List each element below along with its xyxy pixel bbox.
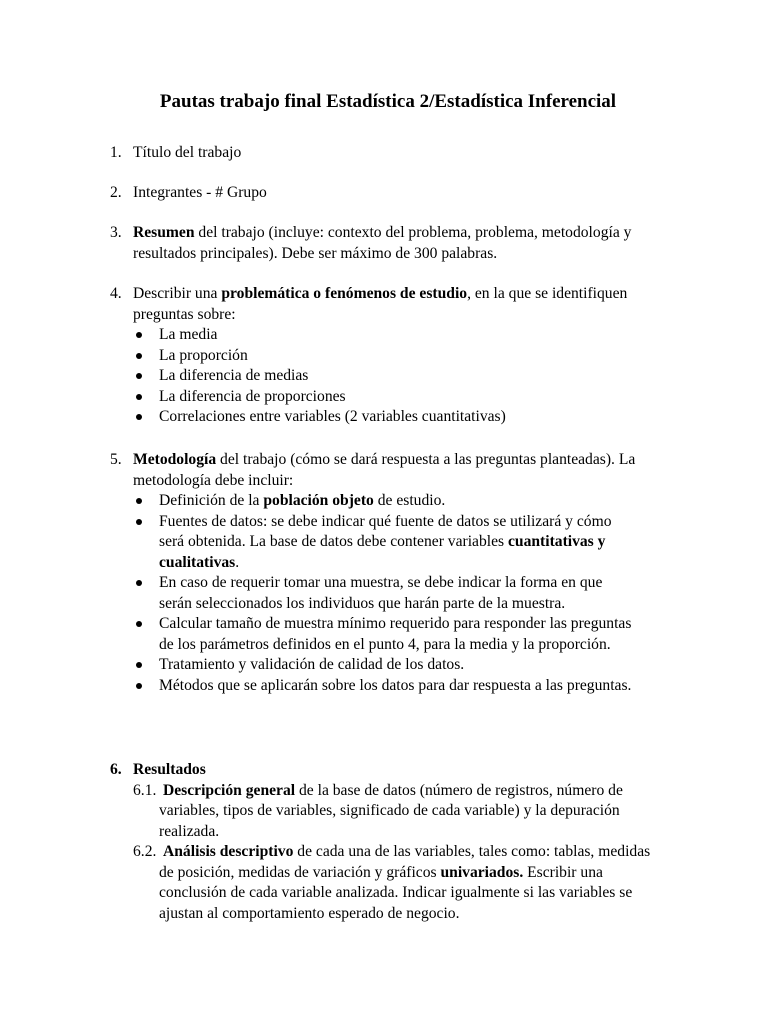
bullet-item [133, 614, 633, 655]
bullet-item [133, 325, 633, 346]
subitem-number: 6.2. [133, 843, 157, 860]
bullet-bold-term: cuantitativas y cualitativas [159, 533, 606, 571]
item-text: del trabajo (cómo se dará respuesta a las preguntas planteadas). La metodología debe incluir: [133, 451, 636, 489]
bullet-item [133, 491, 633, 512]
item-bold-term: Resultados [133, 761, 206, 778]
bullet-text: La media [159, 326, 218, 343]
bullet-icon [136, 373, 142, 379]
bullet-icon [136, 621, 142, 627]
bullet-icon [136, 394, 142, 400]
item-number: 3. [110, 224, 122, 241]
bullet-item [133, 512, 633, 574]
bullet-icon [136, 519, 142, 525]
bullet-list [133, 325, 633, 428]
subitem-number: 6.1. [133, 781, 157, 799]
bullet-text: La proporción [159, 346, 248, 364]
bullet-text: Tratamiento y validación de calidad de los datos. [159, 656, 465, 673]
subitem-bold-term: Análisis descriptivo [163, 843, 294, 860]
bullet-icon [136, 683, 142, 689]
item-bold-term: problemática o fenómenos de estudio [221, 285, 468, 302]
subitem-6-2 [133, 842, 663, 924]
bullet-icon [136, 662, 142, 668]
item-number: 5. [110, 451, 122, 468]
bullet-icon [136, 332, 142, 338]
subitem-text: de la base de datos (número de registros, número de variables, tipos de variables, significado de cada variable) y la depuración realizada. [159, 781, 623, 840]
bullet-item [133, 676, 633, 697]
bullet-bold-term: población objeto [263, 492, 374, 509]
item-bold-term: Resumen [133, 224, 195, 241]
bullet-text: En caso de requerir tomar una muestra, se debe indicar la forma en que serán seleccionados los individuos que harán parte de la muestra. [159, 574, 603, 612]
subitem-text-a: de cada una de las variables, tales como: tablas, medidas de posición, medidas de variación y gráficos [159, 843, 651, 881]
document-title: Pautas trabajo final Estadística 2/Estadística Inferencial [159, 91, 617, 112]
bullet-text: Correlaciones entre variables (2 variables cuantitativas) [159, 408, 506, 425]
bullet-icon [136, 580, 142, 586]
item-number: 4. [110, 285, 122, 302]
bullet-text-pre: Definición de la [159, 492, 264, 509]
item-text: del trabajo (incluye: contexto del problema, problema, metodología y resultados principales). Debe ser máximo de 300 palabras. [133, 224, 632, 262]
bullet-item [133, 573, 633, 614]
bullet-text-pre: Fuentes de datos: se debe indicar qué fuente de datos se utilizará y cómo será obtenida. La base de datos debe contener variables [159, 512, 612, 550]
item-text: Título del trabajo [133, 144, 242, 161]
item-number: 1. [110, 144, 122, 161]
bullet-text: La diferencia de proporciones [159, 387, 346, 405]
bullet-text: Calcular tamaño de muestra mínimo requerido para responder las preguntas de los parámetros definidos en el punto 4, para la media y la proporción. [159, 615, 632, 653]
bullet-list [133, 491, 633, 696]
item-text-pre: Describir una [133, 285, 222, 302]
bullet-icon [136, 353, 142, 359]
bullet-text-post: . [235, 553, 240, 571]
bullet-item [133, 346, 633, 367]
item-number: 6. [110, 761, 122, 778]
subitem-list [133, 781, 663, 925]
subitem-bold-term-2: univariados. [440, 863, 524, 881]
subitem-text-b: Escribir una conclusión de cada variable analizada. Indicar igualmente si las variables se ajustan al comportamiento esperado de negocio. [159, 863, 633, 922]
item-text: Integrantes - # Grupo [133, 184, 267, 201]
bullet-text: Métodos que se aplicarán sobre los datos para dar respuesta a las preguntas. [159, 676, 632, 694]
item-number: 2. [110, 184, 122, 201]
bullet-item [133, 407, 633, 428]
item-text-post: , en la que se identifiquen preguntas sobre: [133, 285, 628, 323]
item-bold-term: Metodología [133, 451, 217, 468]
subitem-6-1 [133, 781, 663, 843]
bullet-text: La diferencia de medias [159, 367, 309, 384]
bullet-item [133, 366, 633, 387]
bullet-text-post: de estudio. [373, 492, 446, 509]
bullet-icon [136, 414, 142, 420]
bullet-icon [136, 498, 142, 504]
subitem-bold-term: Descripción general [163, 781, 296, 799]
bullet-item [133, 655, 633, 676]
bullet-item [133, 387, 633, 408]
